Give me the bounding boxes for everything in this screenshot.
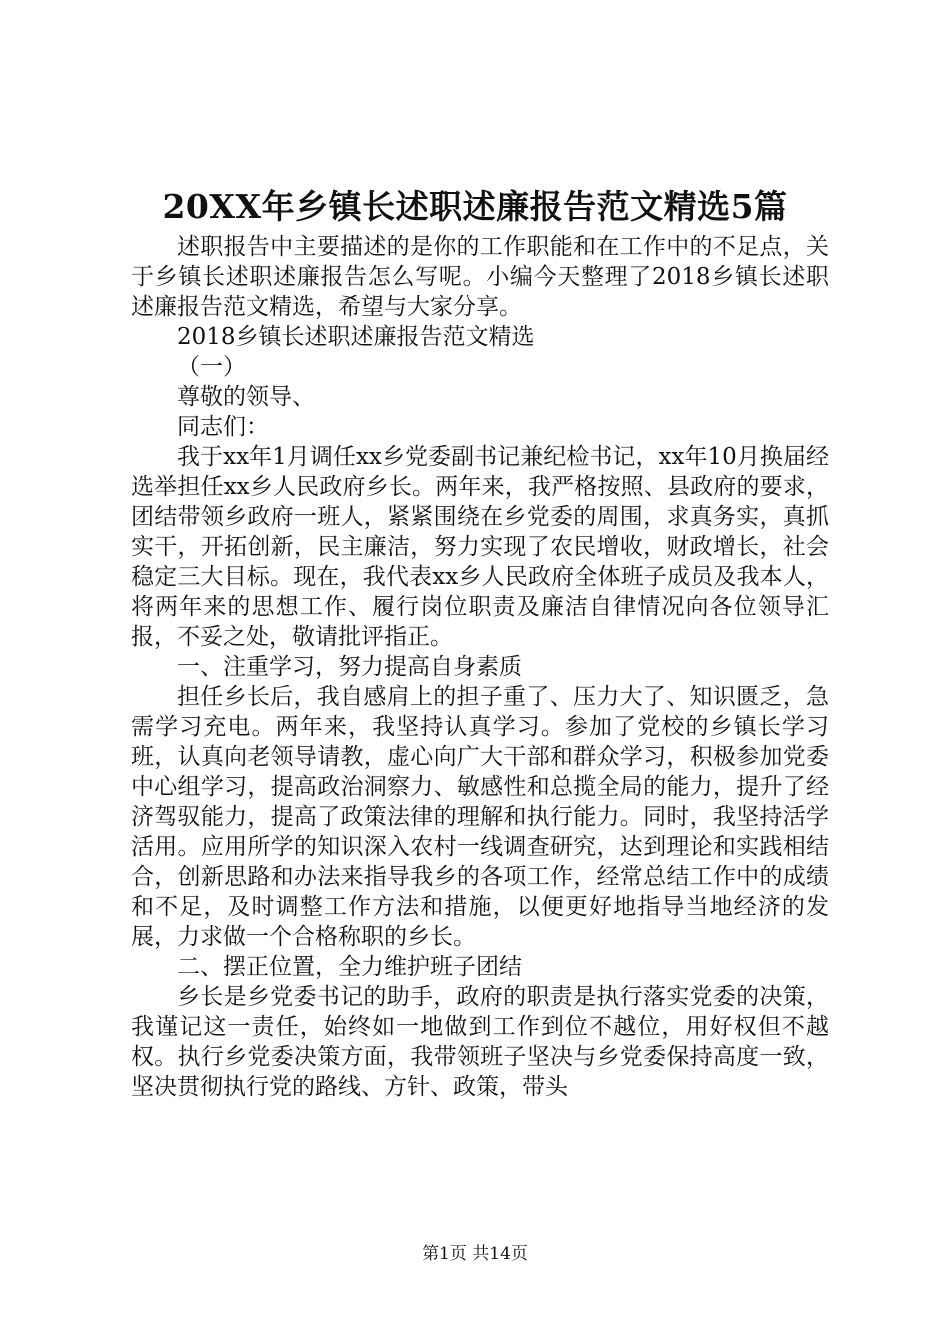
salutation-line: 尊敬的领导、	[177, 384, 315, 410]
body-paragraph: 担任乡长后，我自感肩上的担子重了、压力大了、知识匮乏，急需学习充电。两年来，我坚持认真学习。参加了党校的乡镇长学习班，认真向老领导请教，虚心向广大干部和群众学习，积极参加党委中心组学习，提高政治洞察力、敏感性和总揽全局的能力，提升了经济驾驭能力，提高了政策法律的理解和执行能力。同时，我坚持活学活用。应用所学的知识深入农村一线调查研究，达到理论和实践相结合，创新思路和办法来指导我乡的各项工作，经常总结工作中的成绩和不足，及时调整工作方法和措施，以便更好地指导当地经济的发展，力求做一个合格称职的乡长。	[131, 684, 829, 950]
page-footer: 第1页 共14页	[422, 1244, 528, 1264]
body-paragraph: 乡长是乡党委书记的助手，政府的职责是执行落实党委的决策，我谨记这一责任，始终如一地做到工作到位不越位，用好权但不越权。执行乡党委决策方面，我带领班子坚决与乡党委保持高度一致，坚决贯彻执行党的路线、方针、政策，带头	[131, 984, 829, 1100]
section-heading-main: 2018乡镇长述职述廉报告范文精选	[177, 324, 535, 350]
intro-paragraph: 述职报告中主要描述的是你的工作职能和在工作中的不足点，关于乡镇长述职述廉报告怎么写呢。小编今天整理了2018乡镇长述职述廉报告范文精选，希望与大家分享。	[131, 234, 829, 320]
document-body	[131, 232, 829, 1102]
document-title: 20XX年乡镇长述职述廉报告范文精选5篇	[162, 187, 788, 226]
section-heading: 二、摆正位置，全力维护班子团结	[177, 954, 522, 980]
body-paragraph: 我于xx年1月调任xx乡党委副书记兼纪检书记，xx年10月换届经选举担任xx乡人民政府乡长。两年来，我严格按照、县政府的要求，团结带领乡政府一班人，紧紧围绕在乡党委的周围，求真务实，真抓实干，开拓创新，民主廉洁，努力实现了农民增收，财政增长，社会稳定三大目标。现在，我代表xx乡人民政府全体班子成员及我本人，将两年来的思想工作、履行岗位职责及廉洁自律情况向各位领导汇报，不妥之处，敬请批评指正。	[131, 444, 829, 650]
section-number: （一）	[177, 354, 246, 380]
salutation-line: 同志们：	[177, 414, 269, 440]
section-heading: 一、注重学习，努力提高自身素质	[177, 654, 522, 680]
